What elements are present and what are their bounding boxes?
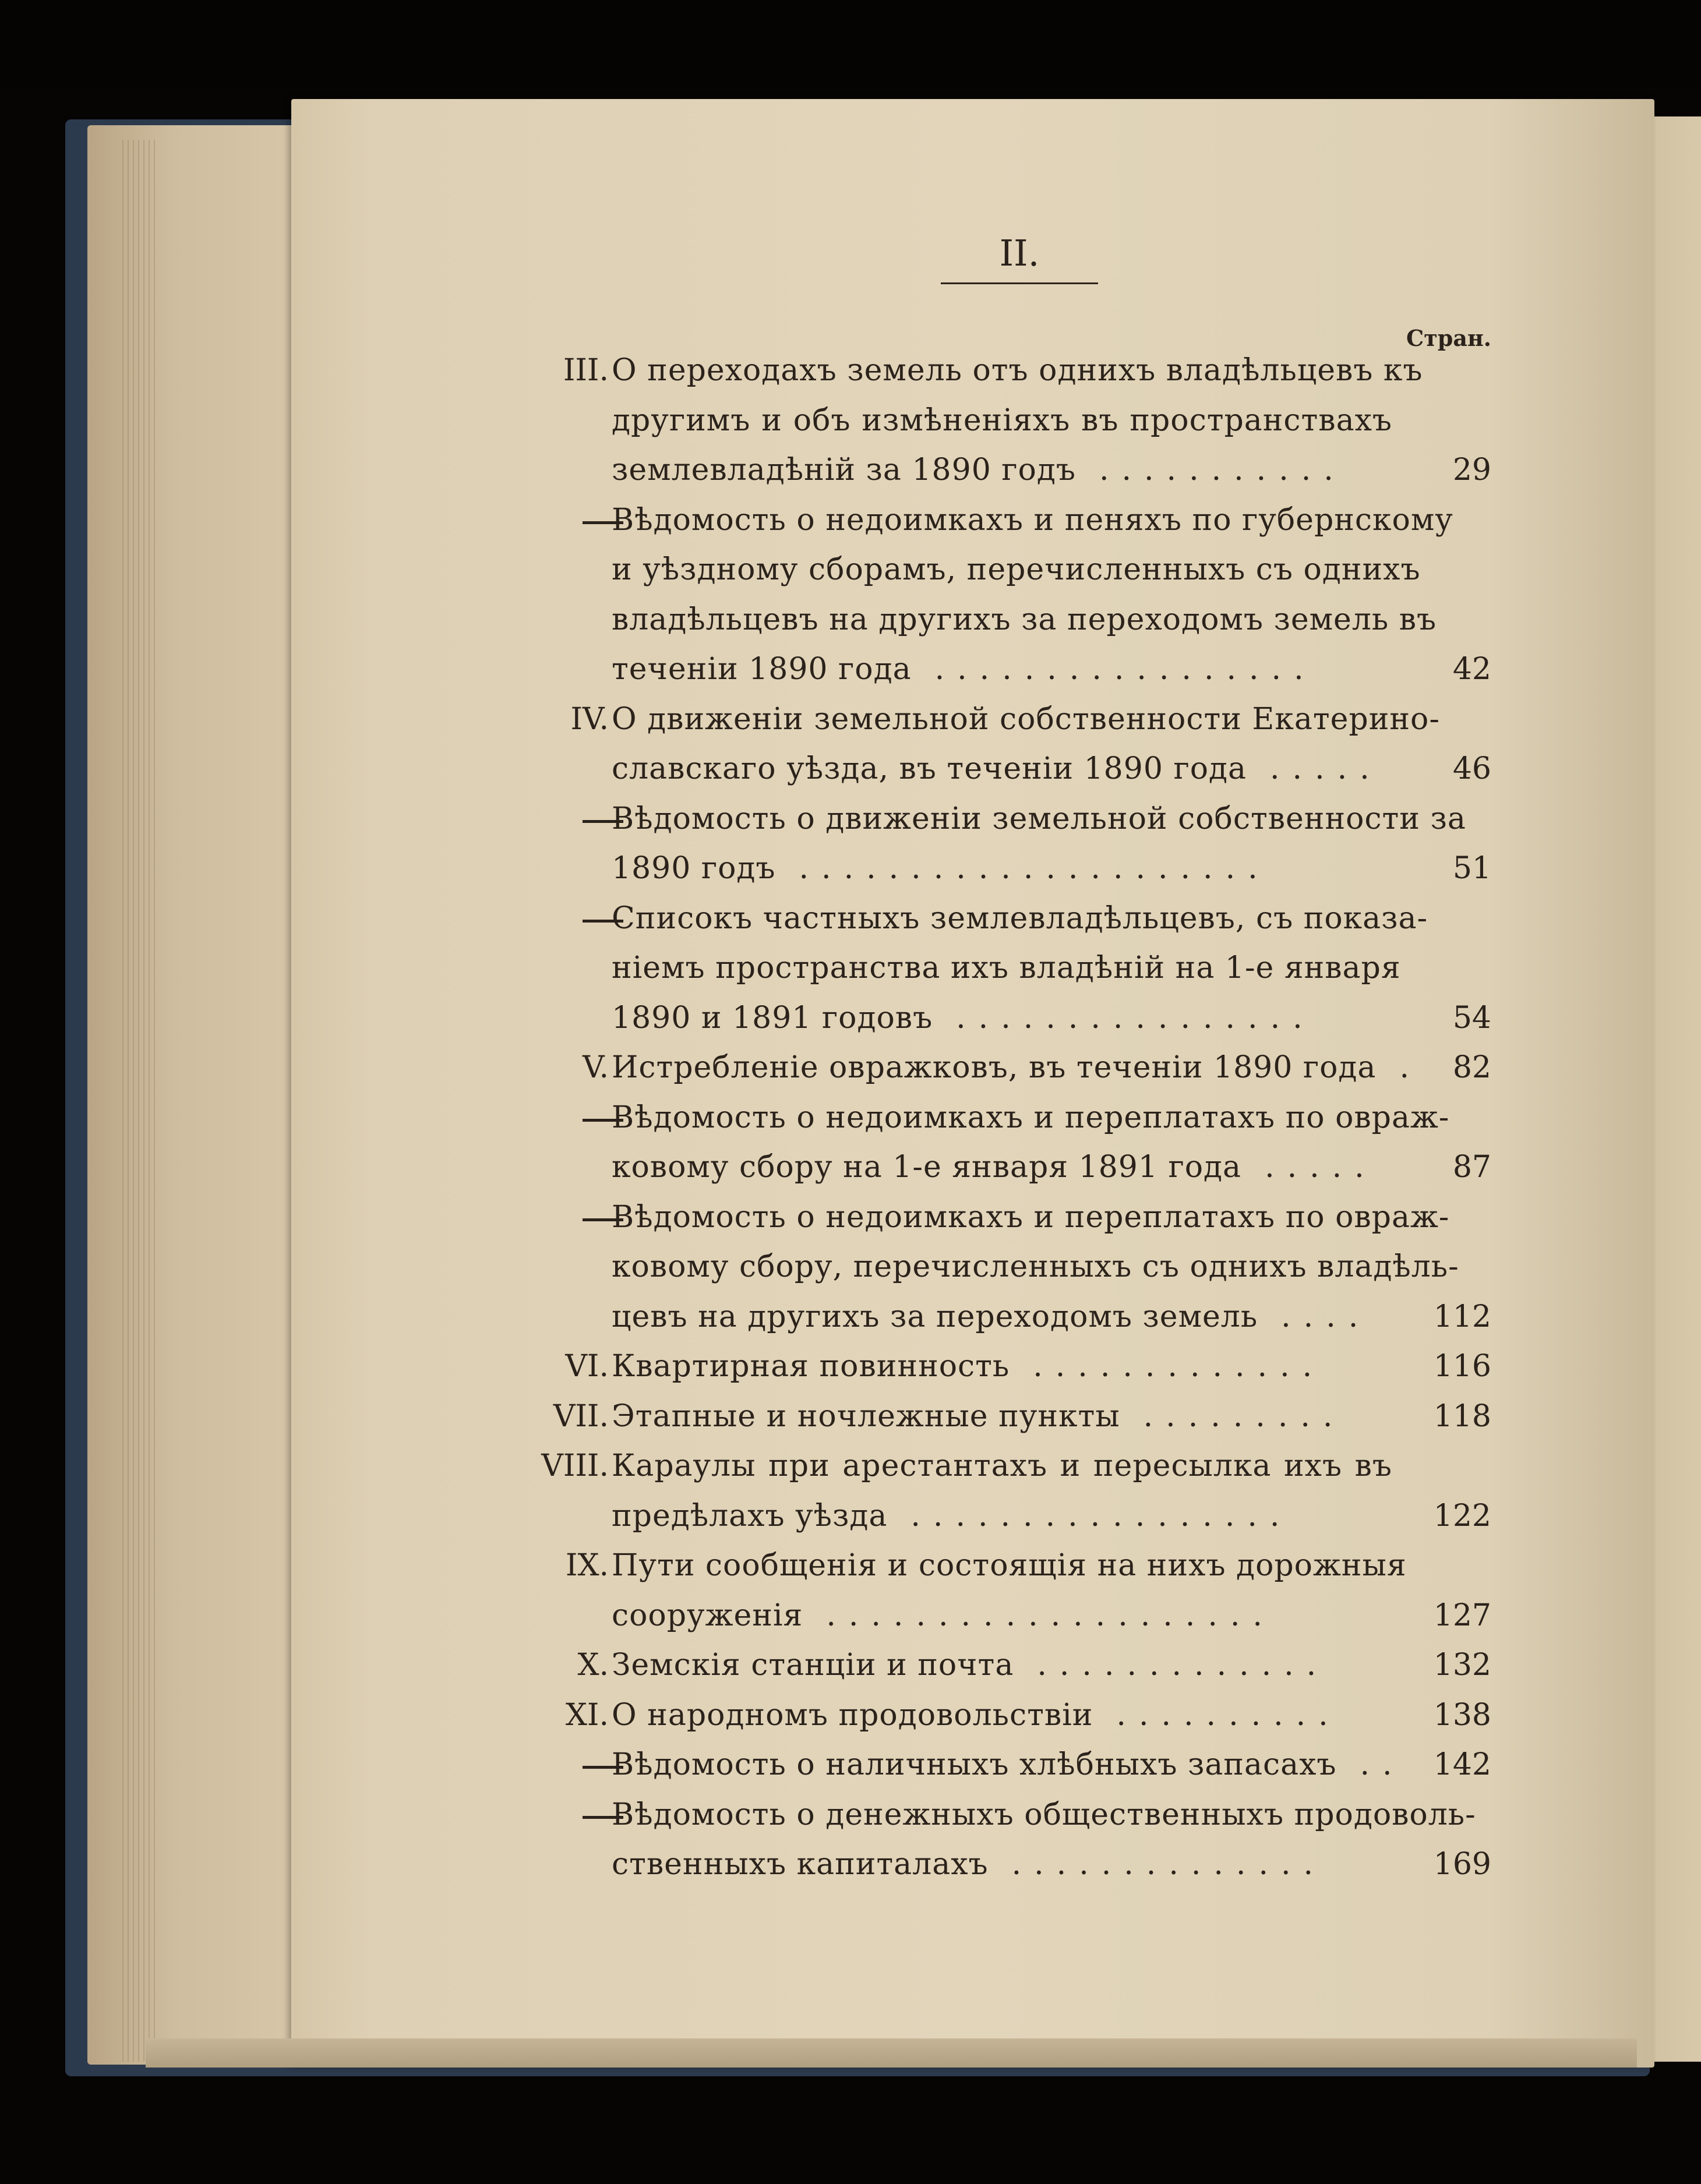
toc-entry-line: Вѣдомость о недоимкахъ и переплатахъ по овраж- (612, 1100, 1450, 1135)
toc-page-number: 118 (1433, 1398, 1491, 1434)
toc-leader-dots: ..... (1265, 1152, 1377, 1182)
toc-entry-numeral: V. (583, 1050, 609, 1085)
toc-entry-marker (0, 1102, 609, 1133)
page-bottom-edge (146, 2038, 1637, 2068)
toc-entry-line: Земскія станціи и почта (612, 1648, 1014, 1683)
toc-page-number: 112 (1433, 1299, 1491, 1334)
toc-leader-dots: .................... (826, 1600, 1275, 1631)
page-column-header: Стран. (1406, 325, 1491, 351)
toc-entry-line: ніемъ пространства ихъ владѣній на 1-е января (612, 950, 1401, 985)
toc-entry-line: славскаго уѣзда, въ теченіи 1890 года (612, 751, 1247, 786)
toc-page-number: 116 (1433, 1349, 1491, 1384)
toc-leader-dots: . (1399, 1052, 1422, 1083)
toc-leader-dots: .... (1281, 1301, 1371, 1332)
toc-page-number: 169 (1433, 1847, 1491, 1882)
toc-leader-dots: ............. (1037, 1650, 1329, 1680)
heading-rule (941, 282, 1098, 284)
toc-entry-line: Вѣдомость о недоимкахъ и пеняхъ по губернскому (612, 502, 1453, 538)
toc-entry-line: и уѣздному сборамъ, перечисленныхъ съ однихъ (612, 552, 1421, 587)
toc-page-number: 82 (1452, 1050, 1491, 1085)
toc-entry-line: Вѣдомость о движеніи земельной собственности за (612, 801, 1466, 836)
toc-entry-line: 1890 годъ (612, 851, 776, 886)
toc-entry-line: цевъ на другихъ за переходомъ земель (612, 1299, 1258, 1334)
toc-entry-line: Этапные и ночлежные пункты (612, 1398, 1120, 1434)
toc-entry-line: О народномъ продовольствіи (612, 1697, 1093, 1733)
toc-entry-line: О движеніи земельной собственности Екатерино- (612, 701, 1440, 737)
toc-page-number: 138 (1433, 1697, 1491, 1733)
toc-entry-line: 1890 и 1891 годовъ (612, 1000, 933, 1036)
toc-page-number: 29 (1452, 453, 1491, 487)
toc-entry-marker (0, 1800, 609, 1830)
toc-entry-line: Вѣдомость о денежныхъ общественныхъ продоволь- (612, 1797, 1476, 1832)
toc-page-number: 127 (1433, 1598, 1491, 1633)
toc-entry-line: ственныхъ капиталахъ (612, 1847, 989, 1882)
toc-entry-line: Вѣдомость о недоимкахъ и переплатахъ по овраж- (612, 1199, 1450, 1235)
toc-entry-marker (0, 903, 609, 934)
toc-entry-numeral: VI. (565, 1349, 609, 1384)
toc-entry-line: Вѣдомость о наличныхъ хлѣбныхъ запасахъ (612, 1747, 1337, 1782)
toc-page-number: 142 (1433, 1747, 1491, 1782)
toc-leader-dots: ............. (1033, 1351, 1325, 1381)
toc-entry-line: Истребленіе овражковъ, въ теченіи 1890 года (612, 1050, 1377, 1085)
toc-page-number: 51 (1452, 851, 1491, 886)
toc-entry-marker (0, 1202, 609, 1232)
toc-entry-numeral: X. (577, 1648, 609, 1683)
toc-page-number: 87 (1452, 1150, 1491, 1185)
toc-entry-line: другимъ и объ измѣненіяхъ въ пространствахъ (612, 402, 1392, 438)
toc-entry-numeral: XI. (565, 1697, 609, 1733)
toc-entry-line: предѣлахъ уѣзда (612, 1498, 888, 1533)
toc-entry-line: владѣльцевъ на другихъ за переходомъ земель въ (612, 602, 1437, 637)
toc-entry-numeral: III. (563, 353, 609, 388)
toc-page-number: 42 (1452, 652, 1491, 687)
toc-entry-line: Караулы при арестантахъ и пересылка ихъ въ (612, 1448, 1392, 1483)
page-number-heading: II. (999, 232, 1040, 274)
toc-entry-numeral: VIII. (541, 1448, 609, 1483)
toc-leader-dots: ................. (934, 654, 1317, 684)
toc-leader-dots: ........... (1099, 455, 1346, 485)
toc-leader-dots: .. (1360, 1750, 1405, 1780)
toc-page-number: 54 (1452, 1000, 1491, 1036)
toc-leader-dots: ................. (911, 1500, 1293, 1531)
toc-entry-marker (0, 804, 609, 834)
toc-page-number: 46 (1452, 751, 1491, 786)
toc-leader-dots: .............. (1011, 1849, 1326, 1879)
scan-background (0, 0, 1701, 87)
toc-entry-marker (0, 1750, 609, 1780)
toc-entry-line: теченіи 1890 года (612, 652, 912, 687)
toc-entry-line: землевладѣній за 1890 годъ (612, 453, 1076, 487)
toc-entry-numeral: IX. (565, 1548, 609, 1583)
toc-entry-line: ковому сбору, перечисленныхъ съ однихъ владѣль- (612, 1249, 1459, 1284)
toc-leader-dots: ..... (1270, 754, 1382, 784)
toc-entry-marker (0, 505, 609, 535)
toc-entry-line: ковому сбору на 1-е января 1891 года (612, 1150, 1242, 1185)
toc-page-number: 132 (1433, 1648, 1491, 1683)
toc-entry-line: Квартирная повинность (612, 1349, 1010, 1384)
toc-leader-dots: .......... (1116, 1699, 1341, 1730)
toc-leader-dots: ......... (1143, 1401, 1346, 1432)
toc-page-number: 122 (1433, 1498, 1491, 1533)
toc-entry-line: сооруженія (612, 1598, 803, 1633)
toc-entry-numeral: IV. (570, 701, 609, 737)
toc-leader-dots: ..................... (799, 853, 1271, 884)
toc-entry-line: Пути сообщенія и состоящія на нихъ дорожныя (612, 1548, 1407, 1583)
toc-leader-dots: ................ (956, 1002, 1315, 1033)
toc-entry-line: О переходахъ земель отъ однихъ владѣльцевъ къ (612, 353, 1423, 388)
toc-entry-line: Списокъ частныхъ землевладѣльцевъ, съ показа- (612, 900, 1428, 936)
toc-entry-numeral: VII. (553, 1398, 609, 1434)
